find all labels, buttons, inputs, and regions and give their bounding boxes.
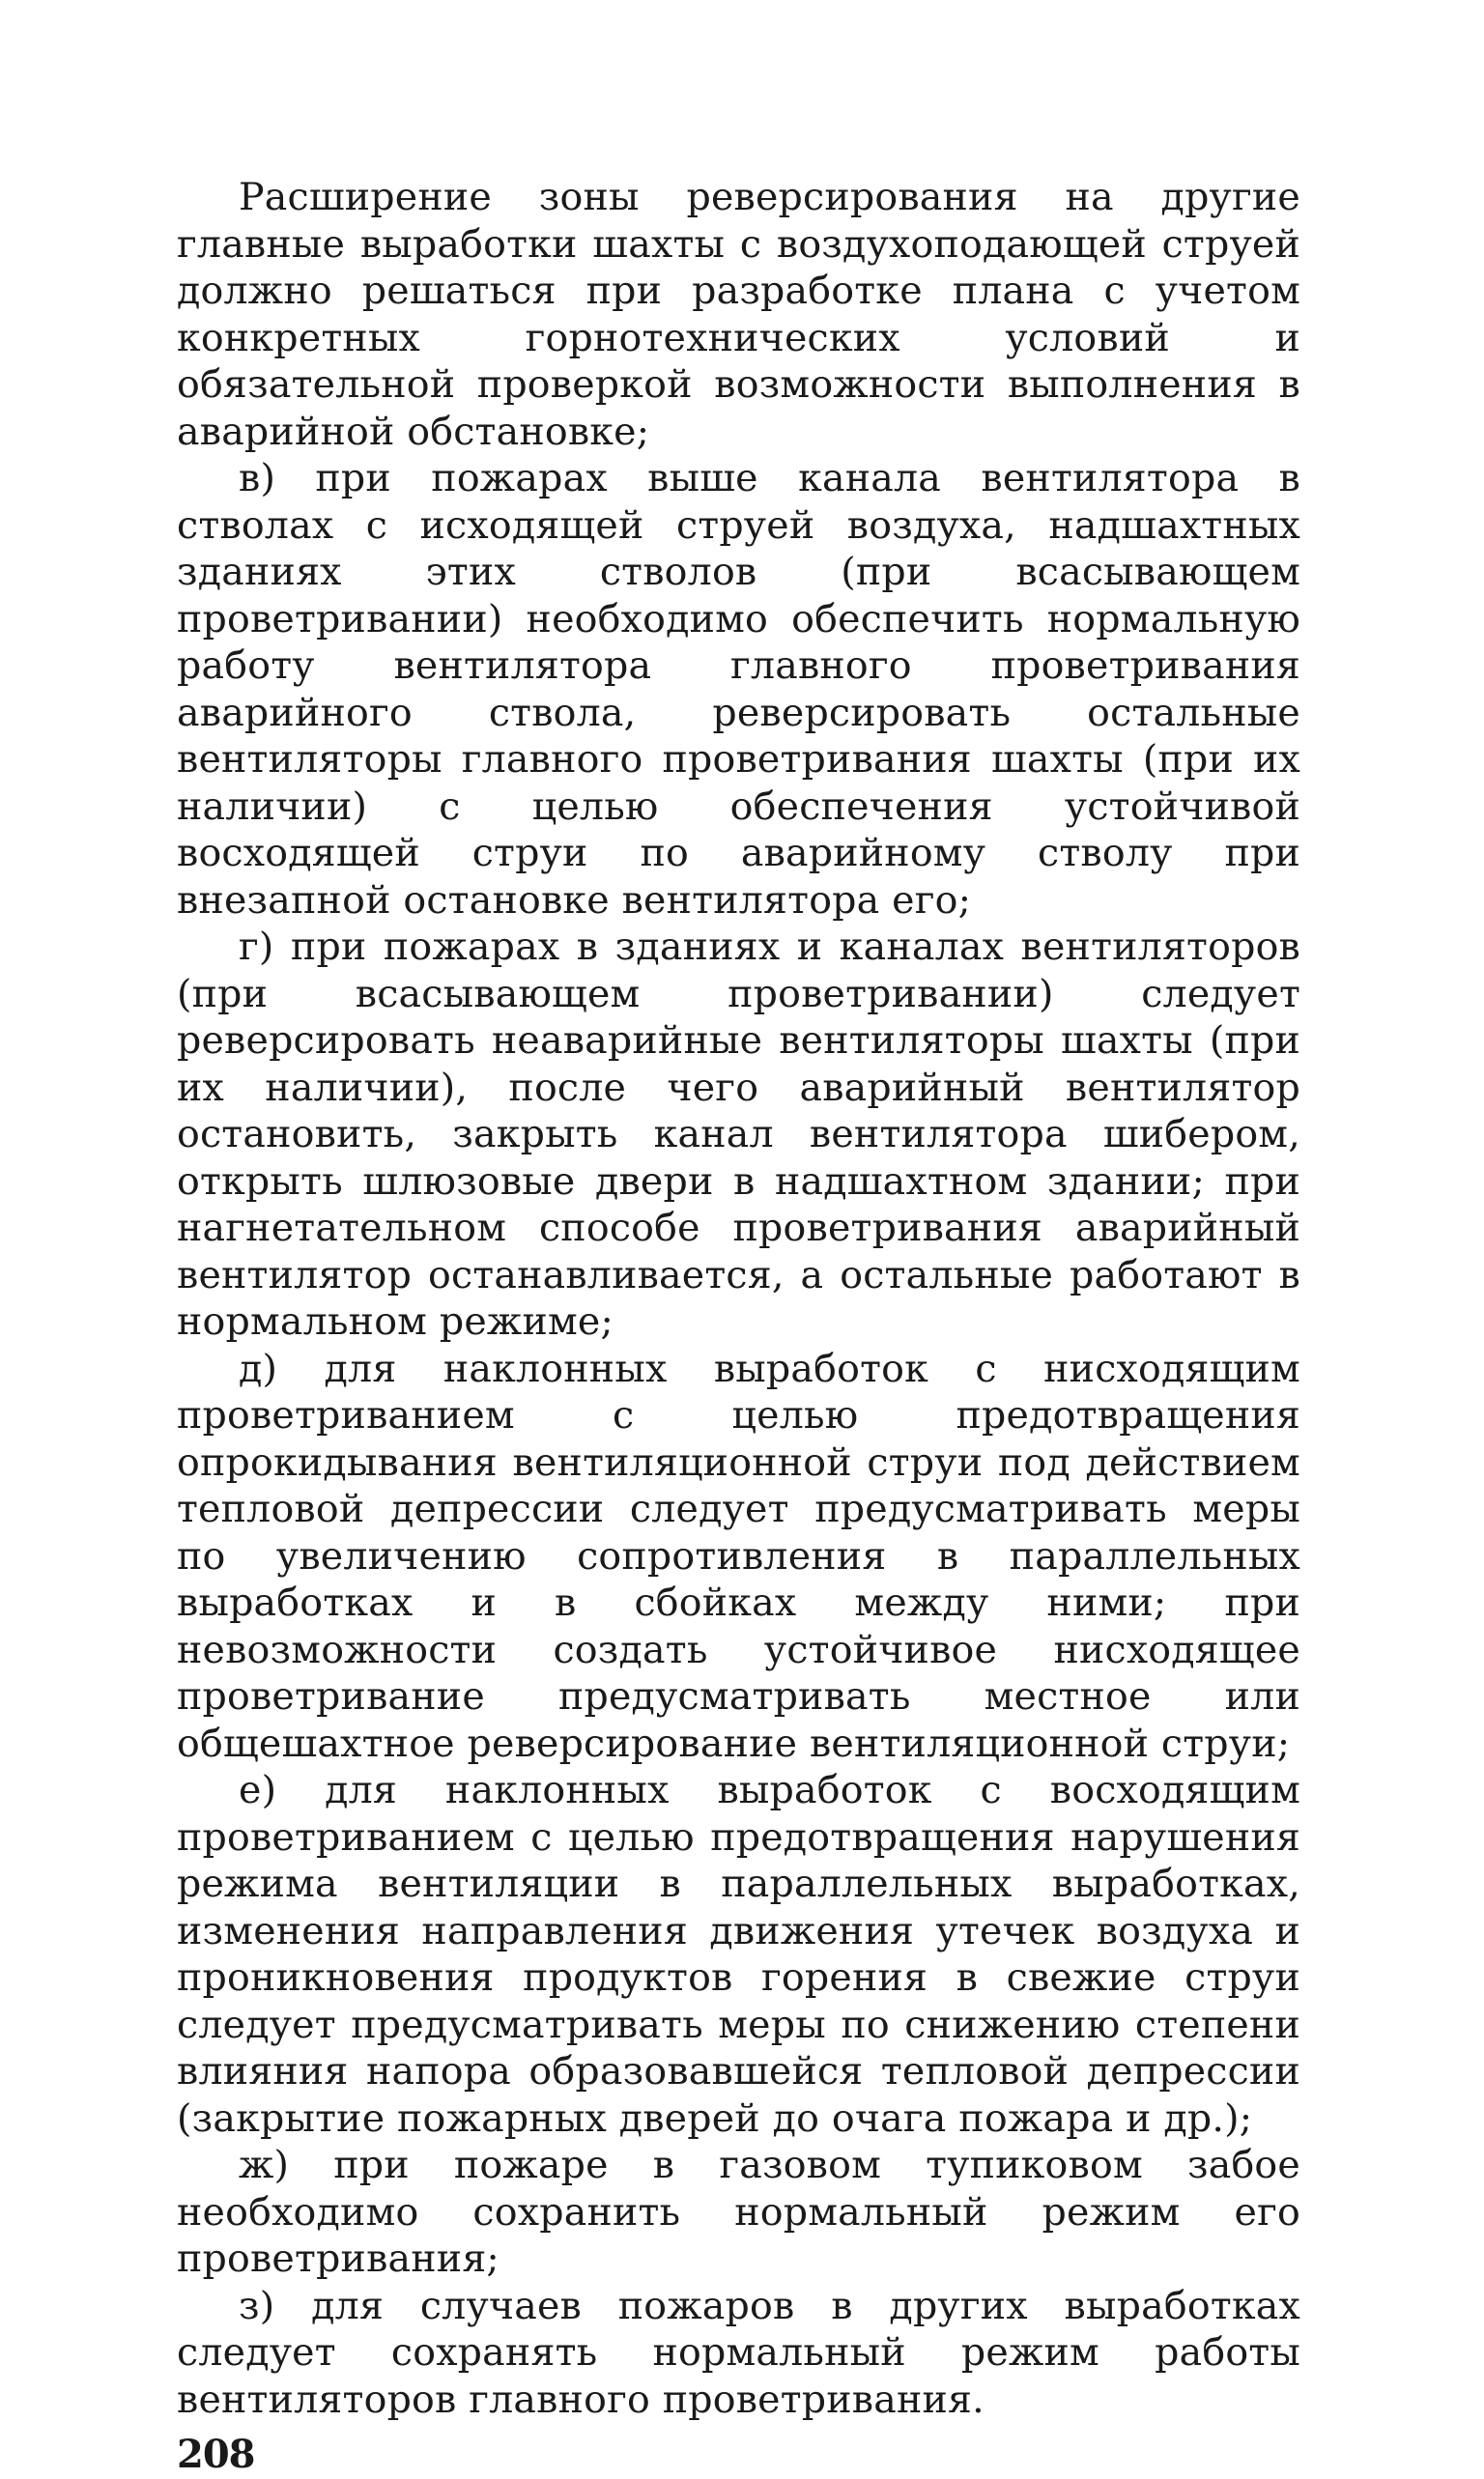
page-body (177, 174, 1300, 2479)
paragraph-item-zh: ж) при пожаре в газовом тупиковом забое необходимо сохранить нормальный режим его проветривания; (177, 2143, 1300, 2281)
paragraph-reversal-zone: Расширение зоны реверсирования на другие главные выработки шахты с воздухоподающей струей должно решаться при разработке плана с учетом конкретных горнотехнических условий и обязательной проверкой возможности выполнения в аварийной обстановке; (177, 175, 1300, 454)
paragraph-item-g: г) при пожарах в зданиях и каналах вентиляторов (при всасывающем проветривании) следует реверсировать неаварийные вентиляторы шахты (при их наличии), после чего аварийный вентилятор остановить, закрыть канал вентилятора шибером, открыть шлюзовые двери в надшахтном здании; при нагнетательном способе проветривания аварийный вентилятор останавливается, а остальные работают в нормальном режиме; (177, 925, 1300, 1344)
paragraph-item-e: е) для наклонных выработок с восходящим проветриванием с целью предотвращения нарушения режима вентиляции в параллельных выработках, изменения направления движения утечек воздуха и проникновения продуктов горения в свежие струи следует предусматривать меры по снижению степени влияния напора образовавшейся тепловой депрессии (закрытие пожарных дверей до очага пожара и др.); (177, 1768, 1300, 2141)
paragraph-item-z: з) для случаев пожаров в других выработках следует сохранять нормальный режим работы вентиляторов главного проветривания. (177, 2283, 1300, 2422)
page-number: 208 (177, 2432, 255, 2477)
paragraph-item-v: в) при пожарах выше канала вентилятора в стволах с исходящей струей воздуха, надшахтных зданиях этих стволов (при всасывающем проветривании) необходимо обеспечить нормальную работу вентилятора главного проветривания аварийного ствола, реверсировать остальные вентиляторы главного проветривания шахты (при их наличии) с целью обеспечения устойчивой восходящей струи по аварийному стволу при внезапной остановке вентилятора его; (177, 456, 1300, 923)
paragraph-item-d: д) для наклонных выработок с нисходящим проветриванием с целью предотвращения опрокидывания вентиляционной струи под действием тепловой депрессии следует предусматривать меры по увеличению сопротивления в параллельных выработках и в сбойках между ними; при невозможности создать устойчивое нисходящее проветривание предусматривать местное или общешахтное реверсирование вентиляционной струи; (177, 1346, 1300, 1766)
